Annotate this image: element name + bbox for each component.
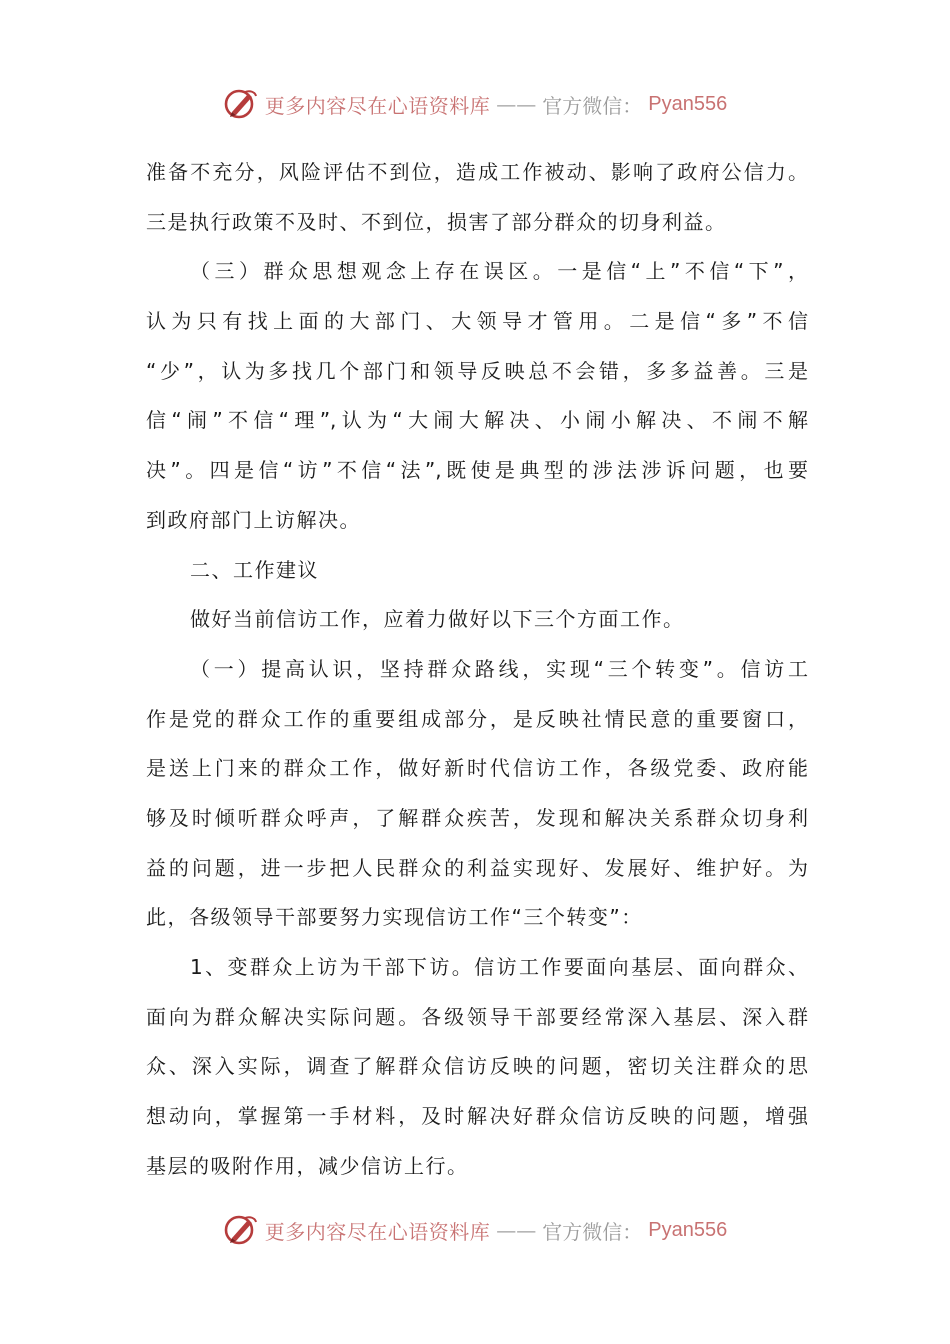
header-banner — [0, 82, 950, 126]
section-heading-line: （三）群众思想观念上存在误区。一是信“上”不信“下”， — [190, 259, 808, 284]
pen-logo-icon — [223, 86, 259, 122]
document-body — [146, 148, 808, 1191]
body-line: 益的问题，进一步把人民群众的利益实现好、发展好、维护好。为 — [146, 855, 808, 880]
header-banner-separator: —— — [496, 92, 537, 116]
list-item-line: 1、变群众上访为干部下访。信访工作要面向基层、面向群众、 — [190, 955, 808, 979]
header-wechat-id: Pyan556 — [648, 92, 728, 115]
body-line: 做好当前信访工作，应着力做好以下三个方面工作。 — [190, 607, 685, 632]
footer-wechat-id: Pyan556 — [648, 1218, 728, 1241]
body-line: “少”，认为多找几个部门和领导反映总不会错，多多益善。三是 — [146, 358, 808, 383]
header-banner-text: 更多内容尽在心语资料库 — [264, 93, 491, 118]
footer-banner-text: 更多内容尽在心语资料库 — [264, 1219, 491, 1244]
body-line: 信“闹”不信“理”,认为“大闹大解决、小闹小解决、不闹不解 — [146, 408, 808, 433]
header-wechat-label: 官方微信： — [542, 93, 643, 118]
body-line: 认为只有找上面的大部门、大领导才管用。二是信“多”不信 — [146, 309, 808, 334]
body-line: 作是党的群众工作的重要组成部分，是反映社情民意的重要窗口， — [146, 706, 808, 731]
section-title: 二、工作建议 — [190, 557, 319, 582]
body-line: 想动向，掌握第一手材料，及时解决好群众信访反映的问题，增强 — [146, 1104, 808, 1129]
body-line: 三是执行政策不及时、不到位，损害了部分群众的切身利益。 — [146, 209, 727, 234]
body-line: 基层的吸附作用，减少信访上行。 — [146, 1153, 469, 1178]
section-heading-line: （一）提高认识，坚持群众路线，实现“三个转变”。信访工 — [190, 656, 808, 681]
body-line: 面向为群众解决实际问题。各级领导干部要经常深入基层、深入群 — [146, 1004, 808, 1029]
body-line: 是送上门来的群众工作，做好新时代信访工作，各级党委、政府能 — [146, 756, 808, 781]
footer-banner — [0, 1208, 950, 1252]
body-line: 到政府部门上访解决。 — [146, 507, 361, 532]
body-line: 众、深入实际，调查了解群众信访反映的问题，密切关注群众的思 — [146, 1054, 808, 1079]
body-line: 准备不充分，风险评估不到位，造成工作被动、影响了政府公信力。 — [146, 160, 808, 184]
footer-banner-separator: —— — [496, 1218, 537, 1242]
footer-banner-content — [223, 1212, 727, 1248]
body-line: 够及时倾听群众呼声，了解群众疾苦，发现和解决关系群众切身利 — [146, 805, 808, 830]
body-line: 决”。四是信“访”不信“法”,既使是典型的涉法涉诉问题，也要 — [146, 458, 808, 483]
header-banner-content — [223, 86, 727, 122]
footer-wechat-label: 官方微信： — [542, 1219, 643, 1244]
pen-logo-icon — [223, 1212, 259, 1248]
body-line: 此，各级领导干部要努力实现信访工作“三个转变”： — [146, 905, 643, 930]
